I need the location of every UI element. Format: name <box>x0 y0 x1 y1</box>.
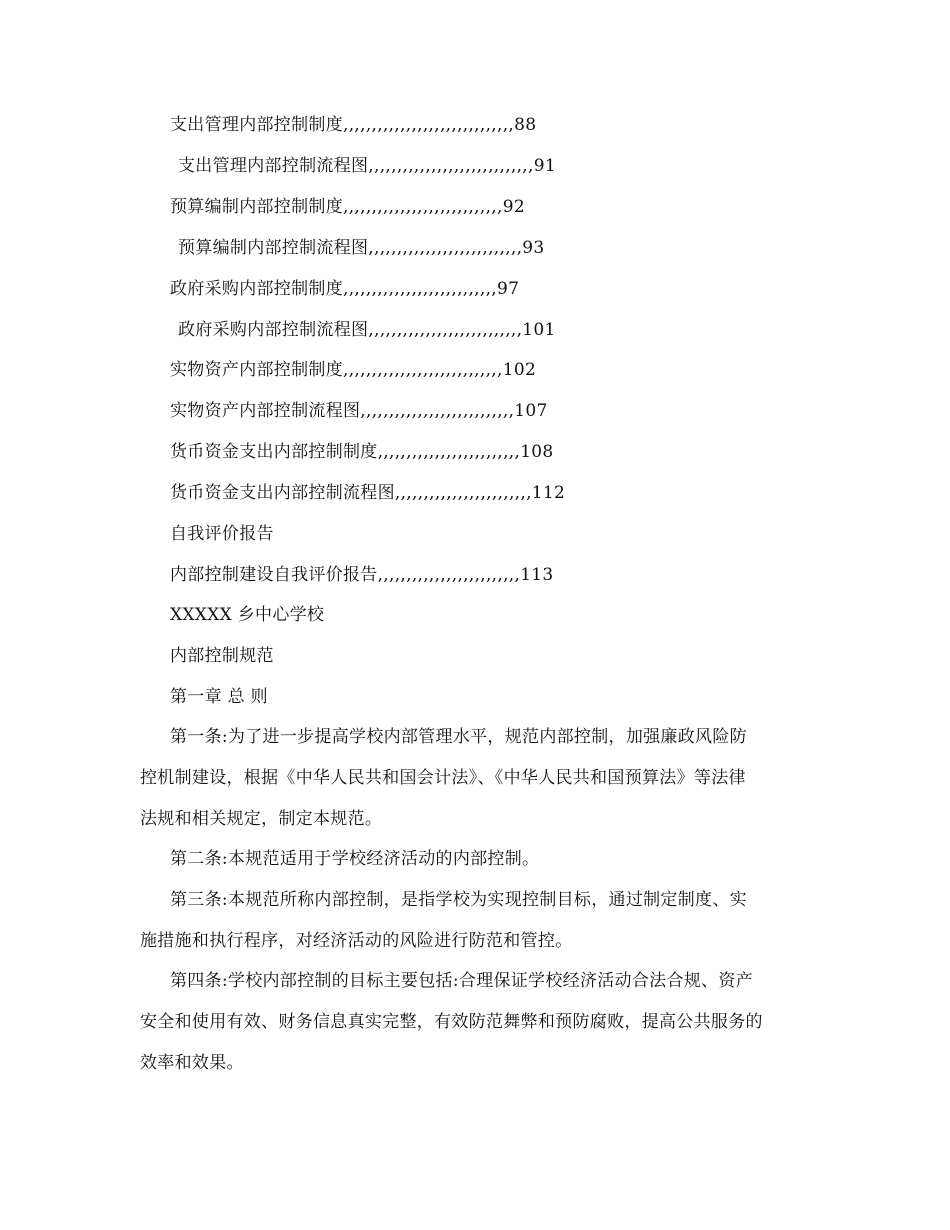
article-4-line-2: 安全和使用有效、财务信息真实完整，有效防范舞弊和预防腐败，提高公共服务的 <box>140 1012 763 1032</box>
school-name: XXXXX 乡中心学校 <box>170 605 325 625</box>
toc-entry: 预算编制内部控制流程图,,,,,,,,,,,,,,,,,,,,,,,,,,,93 <box>178 238 545 258</box>
toc-entry: 政府采购内部控制流程图,,,,,,,,,,,,,,,,,,,,,,,,,,,101 <box>178 320 556 340</box>
document-title: 内部控制规范 <box>170 646 274 666</box>
article-3-line-2: 施措施和执行程序，对经济活动的风险进行防范和管控。 <box>140 931 573 951</box>
toc-entry: 预算编制内部控制制度,,,,,,,,,,,,,,,,,,,,,,,,,,,,92 <box>170 197 525 217</box>
article-4-line-1: 第四条:学校内部控制的目标主要包括:合理保证学校经济活动合法合规、资产 <box>170 971 753 991</box>
toc-entry: 货币资金支出内部控制制度,,,,,,,,,,,,,,,,,,,,,,,,,108 <box>170 442 554 462</box>
article-4-line-3: 效率和效果。 <box>140 1053 244 1073</box>
article-1-line-2: 控机制建设，根据《中华人民共和国会计法》、《中华人民共和国预算法》等法律 <box>140 768 746 788</box>
toc-entry: 实物资产内部控制制度,,,,,,,,,,,,,,,,,,,,,,,,,,,,102 <box>170 360 537 380</box>
article-3-line-1: 第三条:本规范所称内部控制，是指学校为实现控制目标，通过制定制度、实 <box>170 890 747 910</box>
article-1-line-1: 第一条:为了进一步提高学校内部管理水平，规范内部控制，加强廉政风险防 <box>170 727 747 747</box>
toc-entry: 内部控制建设自我评价报告,,,,,,,,,,,,,,,,,,,,,,,,,113 <box>170 565 554 585</box>
article-1-line-3: 法规和相关规定，制定本规范。 <box>140 809 383 829</box>
toc-entry: 支出管理内部控制制度,,,,,,,,,,,,,,,,,,,,,,,,,,,,,,88 <box>170 115 537 135</box>
toc-entry: 支出管理内部控制流程图,,,,,,,,,,,,,,,,,,,,,,,,,,,,,91 <box>178 156 556 176</box>
chapter-title: 第一章 总 则 <box>170 687 268 707</box>
toc-entry: 实物资产内部控制流程图,,,,,,,,,,,,,,,,,,,,,,,,,,,107 <box>170 401 548 421</box>
toc-entry: 货币资金支出内部控制流程图,,,,,,,,,,,,,,,,,,,,,,,,112 <box>170 483 566 503</box>
article-2-line-1: 第二条:本规范适用于学校经济活动的内部控制。 <box>170 849 540 869</box>
toc-section-heading: 自我评价报告 <box>170 524 274 544</box>
toc-entry: 政府采购内部控制制度,,,,,,,,,,,,,,,,,,,,,,,,,,,97 <box>170 279 520 299</box>
